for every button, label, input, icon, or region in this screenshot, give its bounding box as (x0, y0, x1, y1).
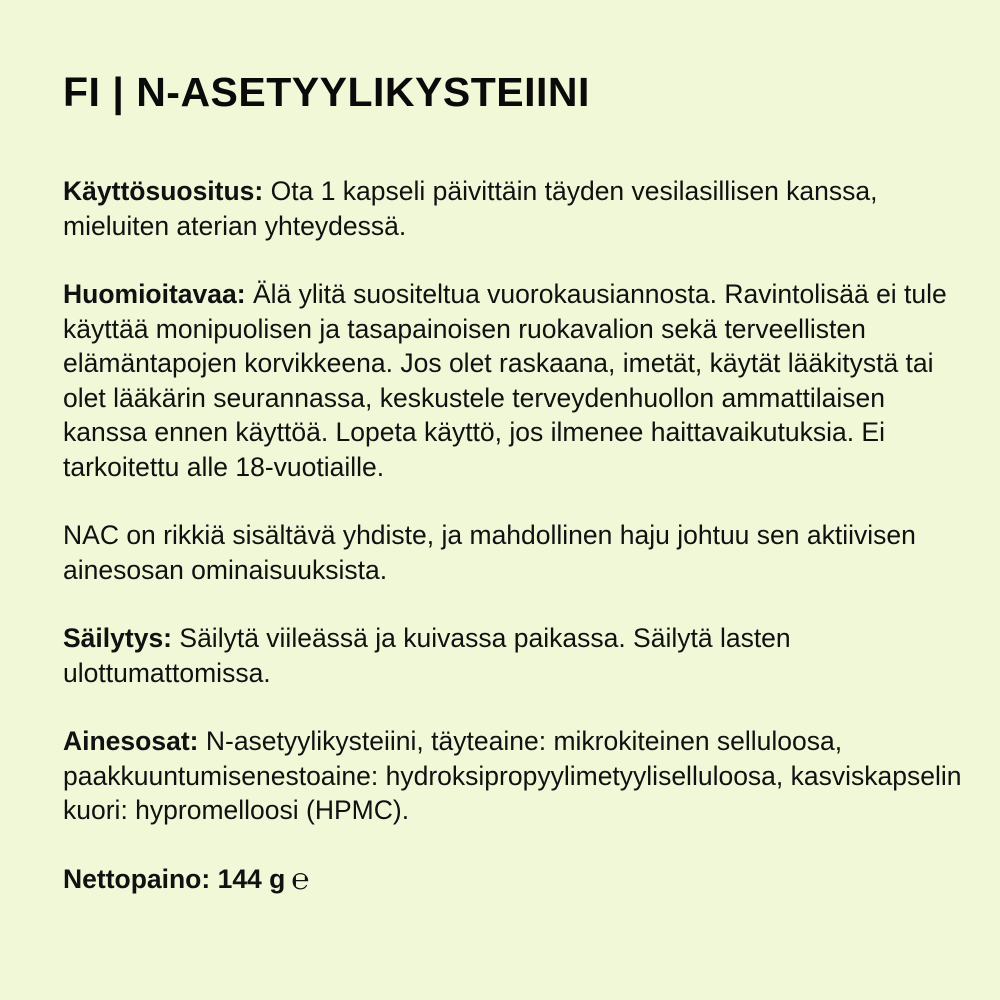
storage-section (63, 621, 963, 690)
page-title: FI | N-ASETYYLIKYSTEIINI (63, 69, 590, 115)
ingredients-text: N-asetyylikysteiini, täyteaine: mikrokiteinen selluloosa, paakkuuntumisenestoaine: hydroksipropyylimetyyliselluloosa, kasviskapselin kuori: hypromelloosi (HPMC). (63, 726, 962, 825)
usage-section (63, 174, 963, 243)
usage-label: Käyttösuositus: (63, 176, 264, 206)
storage-text: Säilytä viileässä ja kuivassa paikassa. Säilytä lasten ulottumattomissa. (63, 623, 791, 688)
net-weight-value: 144 g (217, 863, 286, 894)
estimated-sign-icon: ℮ (291, 861, 310, 897)
ingredients-section (63, 724, 963, 828)
nac-note: NAC on rikkiä sisältävä yhdiste, ja mahdollinen haju johtuu sen aktiivisen ainesosan ominaisuuksista. (63, 520, 916, 585)
label-text-block (63, 62, 963, 896)
usage-text: Ota 1 kapseli päivittäin täyden vesilasillisen kanssa, mieluiten aterian yhteydessä. (63, 176, 878, 241)
storage-label: Säilytys: (63, 623, 173, 653)
warnings-text: Älä ylitä suositeltua vuorokausiannosta. Ravintolisää ei tule käyttää monipuolisen ja tasapainoisen ruokavalion sekä terveellisten elämäntapojen korvikkeena. Jos olet raskaana, imetät, käytät lääkitystä tai olet lääkärin seurannassa, keskustele terveydenhuollon ammattilaisen kanssa ennen käyttöä. Lopeta käyttö, jos ilmenee haittavaikutuksia. Ei tarkoitettu alle 18-vuotiaille. (63, 279, 947, 482)
net-weight-section (63, 862, 963, 897)
ingredients-label: Ainesosat: (63, 726, 199, 756)
warnings-label: Huomioitavaa: (63, 279, 246, 309)
warnings-section (63, 277, 963, 484)
net-weight-label: Nettopaino: (63, 863, 211, 894)
